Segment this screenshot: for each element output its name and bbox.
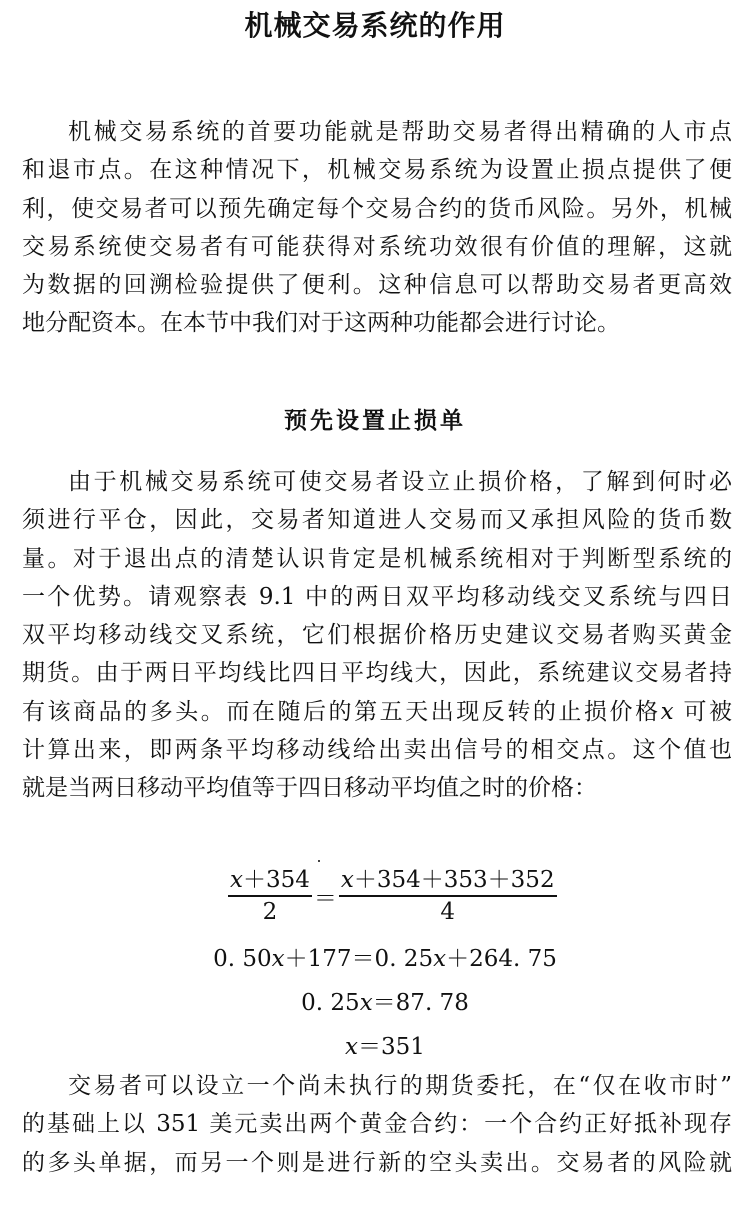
text-line: 的多头单据，而另一个则是进行新的空头卖出。交易者的风险就	[22, 1149, 732, 1176]
text-line: 须进行平仓，因此，交易者知道进人交易而又承担风险的货币数	[22, 507, 732, 534]
equation-line	[10, 988, 750, 1018]
fraction-numerator	[339, 865, 557, 897]
text-segment: 有该商品的多头。而在随后的第五天出现反转的止损价格	[22, 698, 661, 725]
variable-x: x	[230, 867, 243, 893]
fraction-denominator: 2	[262, 899, 278, 925]
variable-x: x	[433, 946, 447, 972]
fraction-left	[228, 865, 312, 927]
text-line: 双平均移动线交叉系统，它们根据价格历史建议交易者购买黄金	[22, 622, 732, 649]
numerator-text: ＋354	[242, 867, 310, 893]
equation-fractions	[228, 865, 557, 927]
equation-text: ＝351	[358, 1034, 425, 1060]
variable-x: x	[660, 698, 674, 725]
equation-text: 0. 25	[301, 990, 360, 1016]
numerator-text: ＋354＋353＋352	[353, 867, 555, 893]
text-line: 和退市点。在这种情况下，机械交易系统为设置止损点提供了便	[22, 157, 732, 184]
text-line: 交易者可以设立一个尚未执行的期货委托，在“仅在收市时”	[68, 1073, 732, 1099]
text-line: 一个优势。请观察表 9.1 中的两日双平均移动线交叉系统与四日	[22, 583, 732, 610]
intro-paragraph	[22, 113, 732, 343]
text-line: 利，使交易者可以预先确定每个交易合约的货币风险。另外，机械	[22, 195, 732, 222]
variable-x: x	[345, 1034, 359, 1060]
text-line: 地分配资本。在本节中我们对于这两种功能都会进行讨论。	[22, 310, 620, 337]
variable-x: x	[359, 990, 373, 1016]
fraction-right	[339, 865, 557, 927]
text-segment: 可被	[673, 698, 733, 725]
text-line: 的基础上以 351 美元卖出两个黄金合约：一个合约正好抵补现存	[22, 1111, 732, 1138]
text-line: 机械交易系统的首要功能就是帮助交易者得出精确的人市点	[68, 119, 732, 145]
equation-text: 0. 50	[213, 946, 272, 972]
text-line: 由于机械交易系统可使交易者设立止损价格，了解到何时必	[68, 469, 732, 495]
equation-text: ＋177＝0. 25	[284, 946, 434, 972]
text-line: 期货。由于两日平均线比四日平均线大，因此，系统建议交易者持	[22, 660, 732, 687]
equals-sign: ＝	[313, 885, 337, 912]
closing-paragraph	[22, 1067, 732, 1182]
section-heading: 预先设置止损单	[284, 408, 466, 434]
text-line: 计算出来，即两条平均移动线给出卖出信号的相交点。这个值也	[22, 737, 732, 764]
text-line: 量。对于退出点的清楚认识肯定是机械系统相对于判断型系统的	[22, 545, 732, 572]
fraction-numerator	[228, 865, 312, 897]
page-title: 机械交易系统的作用	[244, 9, 506, 42]
fraction-denominator: 4	[440, 899, 456, 925]
equation-text: ＋264. 75	[446, 946, 557, 972]
variable-x: x	[340, 867, 354, 893]
text-line: 为数据的回溯检验提供了便利。这种信息可以帮助交易者更高效	[22, 272, 732, 299]
variable-x: x	[271, 946, 285, 972]
print-speck	[318, 860, 320, 862]
text-line: 就是当两日移动平均值等于四日移动平均值之时的价格：	[22, 775, 597, 802]
equation-text: ＝87. 78	[372, 990, 469, 1016]
body-paragraph	[22, 463, 732, 808]
equation-line	[10, 1032, 750, 1062]
equation-line	[10, 944, 750, 974]
text-line: 交易系统使交易者有可能获得对系统功效很有价值的理解，这就	[22, 233, 732, 260]
text-line	[22, 693, 732, 731]
